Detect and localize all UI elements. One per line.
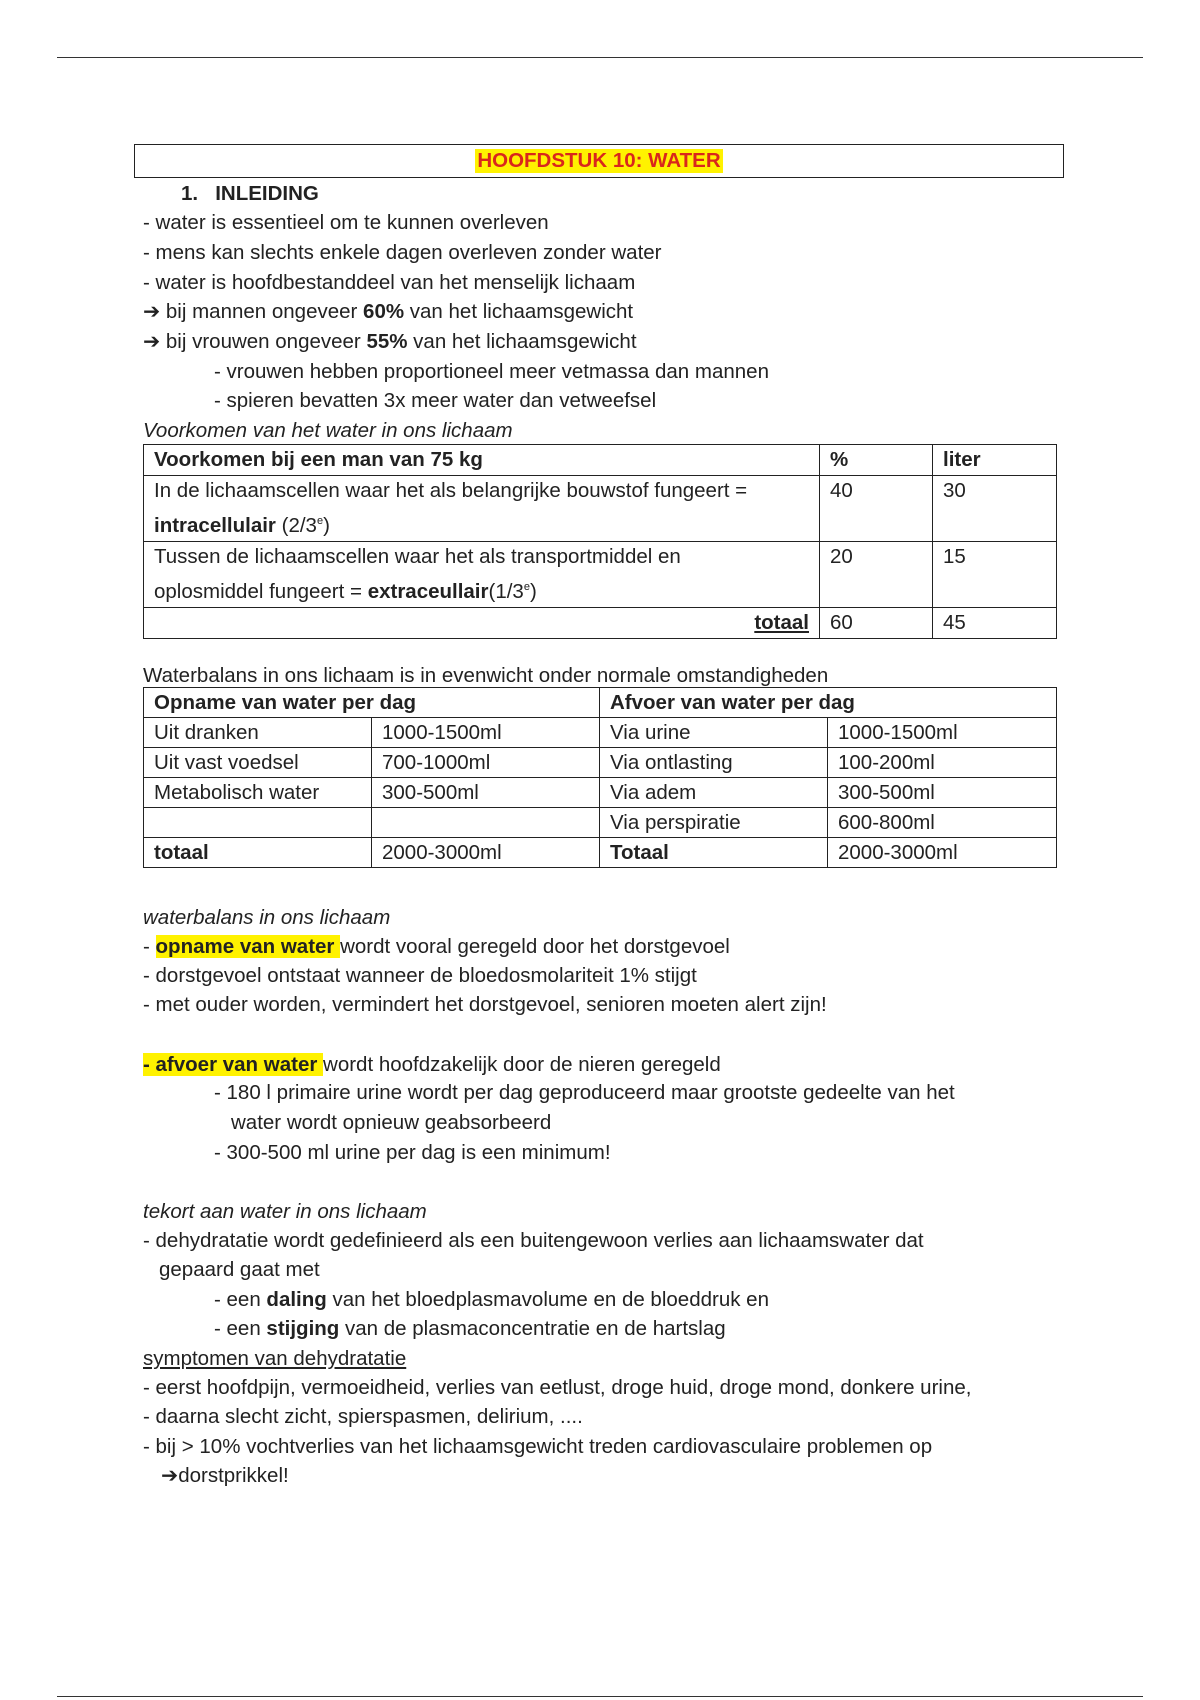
table-row	[144, 838, 1057, 868]
arrow-icon: ➔	[161, 1464, 179, 1487]
table-cell: Uit vast voedsel	[144, 748, 372, 778]
table-cell	[372, 808, 600, 838]
water-distribution-table	[143, 444, 1057, 639]
table-cell: 700-1000ml	[372, 748, 600, 778]
table-cell: Metabolisch water	[144, 778, 372, 808]
table-row	[144, 476, 1057, 542]
intro-line-2: - mens kan slechts enkele dagen overleven zonder water	[143, 241, 662, 264]
table-cell: In de lichaamscellen waar het als belangrijke bouwstof fungeert = intracellulair (2/3e)	[144, 476, 820, 542]
sub-point-2: - spieren bevatten 3x meer water dan vetweefsel	[214, 389, 657, 412]
table-cell: Via urine	[600, 718, 828, 748]
table-row	[144, 541, 1057, 607]
table-cell: 1000-1500ml	[372, 718, 600, 748]
header-rule	[57, 57, 1143, 58]
table-cell: Via perspiratie	[600, 808, 828, 838]
table-header: Opname van water per dag	[144, 688, 600, 718]
table-header: Afvoer van water per dag	[600, 688, 1057, 718]
table-cell: Via ontlasting	[600, 748, 828, 778]
table-cell: 15	[933, 541, 1057, 607]
table-row	[144, 808, 1057, 838]
chapter-title: HOOFDSTUK 10: WATER	[477, 149, 721, 172]
table-cell: 300-500ml	[372, 778, 600, 808]
arrow-icon: ➔	[143, 330, 161, 353]
output-line-2: - 180 l primaire urine wordt per dag geproduceerd maar grootste gedeelte van het	[214, 1081, 955, 1104]
table-cell: 20	[820, 541, 933, 607]
table-cell: 300-500ml	[828, 778, 1057, 808]
table-cell: 1000-1500ml	[828, 718, 1057, 748]
table-header: liter	[933, 445, 1057, 476]
intake-line-3: - met ouder worden, vermindert het dorstgevoel, senioren moeten alert zijn!	[143, 993, 827, 1016]
shortage-heading: tekort aan water in ons lichaam	[143, 1200, 427, 1223]
table-row	[144, 688, 1057, 718]
table1-caption: Voorkomen van het water in ons lichaam	[143, 419, 513, 442]
intake-line-2: - dorstgevoel ontstaat wanneer de bloedosmolariteit 1% stijgt	[143, 964, 697, 987]
chapter-title-box	[134, 144, 1064, 178]
output-line-3: - 300-500 ml urine per dag is een minimum!	[214, 1141, 611, 1164]
intake-line-1: - opname van water wordt vooral geregeld door het dorstgevoel	[143, 935, 730, 958]
table-row	[144, 607, 1057, 638]
table-cell: 2000-3000ml	[372, 838, 600, 868]
intro-line-3: - water is hoofdbestanddeel van het menselijk lichaam	[143, 271, 636, 294]
symptom-line-2: - daarna slecht zicht, spierspasmen, delirium, ....	[143, 1405, 583, 1428]
thirst-line: ➔dorstprikkel!	[161, 1464, 289, 1487]
balance-heading: waterbalans in ons lichaam	[143, 906, 391, 929]
footer-rule	[57, 1696, 1143, 1697]
symptom-line-3: - bij > 10% vochtverlies van het lichaamsgewicht treden cardiovasculaire problemen op	[143, 1435, 933, 1458]
shortage-line-1b: gepaard gaat met	[159, 1258, 320, 1281]
men-line: ➔ bij mannen ongeveer 60% van het lichaamsgewicht	[143, 300, 634, 323]
table-cell: Via adem	[600, 778, 828, 808]
intro-line-1: - water is essentieel om te kunnen overleven	[143, 211, 549, 234]
shortage-line-2: - een daling van het bloedplasmavolume en de bloeddruk en	[214, 1288, 769, 1311]
table-cell: 45	[933, 607, 1057, 638]
table-header: %	[820, 445, 933, 476]
table-cell: Uit dranken	[144, 718, 372, 748]
table-row	[144, 445, 1057, 476]
shortage-line-3: - een stijging van de plasmaconcentratie en de hartslag	[214, 1317, 726, 1340]
table-cell: 600-800ml	[828, 808, 1057, 838]
section-heading: 1. INLEIDING	[181, 182, 319, 205]
table-total-label: totaal	[144, 838, 372, 868]
women-line: ➔ bij vrouwen ongeveer 55% van het lichaamsgewicht	[143, 330, 637, 353]
table2-caption: Waterbalans in ons lichaam is in evenwicht onder normale omstandigheden	[143, 664, 829, 687]
shortage-line-1: - dehydratatie wordt gedefinieerd als een buitengewoon verlies aan lichaamswater dat	[143, 1229, 924, 1252]
table-header: Voorkomen bij een man van 75 kg	[144, 445, 820, 476]
table-row	[144, 778, 1057, 808]
table-cell: 2000-3000ml	[828, 838, 1057, 868]
table-cell: 40	[820, 476, 933, 542]
output-line-2b: water wordt opnieuw geabsorbeerd	[231, 1111, 552, 1134]
table-row	[144, 718, 1057, 748]
table-cell	[144, 808, 372, 838]
water-balance-table	[143, 687, 1057, 868]
symptom-line-1: - eerst hoofdpijn, vermoeidheid, verlies van eetlust, droge huid, droge mond, donkere urine,	[143, 1376, 972, 1399]
table-total-label: Totaal	[600, 838, 828, 868]
table-cell: 30	[933, 476, 1057, 542]
sub-point-1: - vrouwen hebben proportioneel meer vetmassa dan mannen	[214, 360, 769, 383]
output-line-1: - afvoer van water wordt hoofdzakelijk door de nieren geregeld	[143, 1053, 721, 1076]
arrow-icon: ➔	[143, 300, 161, 323]
table-cell: Tussen de lichaamscellen waar het als transportmiddel en oplosmiddel fungeert = $extraceullair(1/3^e)$	[144, 541, 820, 607]
table-total-label: totaal	[144, 607, 820, 638]
table-row	[144, 748, 1057, 778]
symptoms-heading: symptomen van dehydratatie	[143, 1347, 407, 1370]
table-cell: 60	[820, 607, 933, 638]
table-cell: 100-200ml	[828, 748, 1057, 778]
